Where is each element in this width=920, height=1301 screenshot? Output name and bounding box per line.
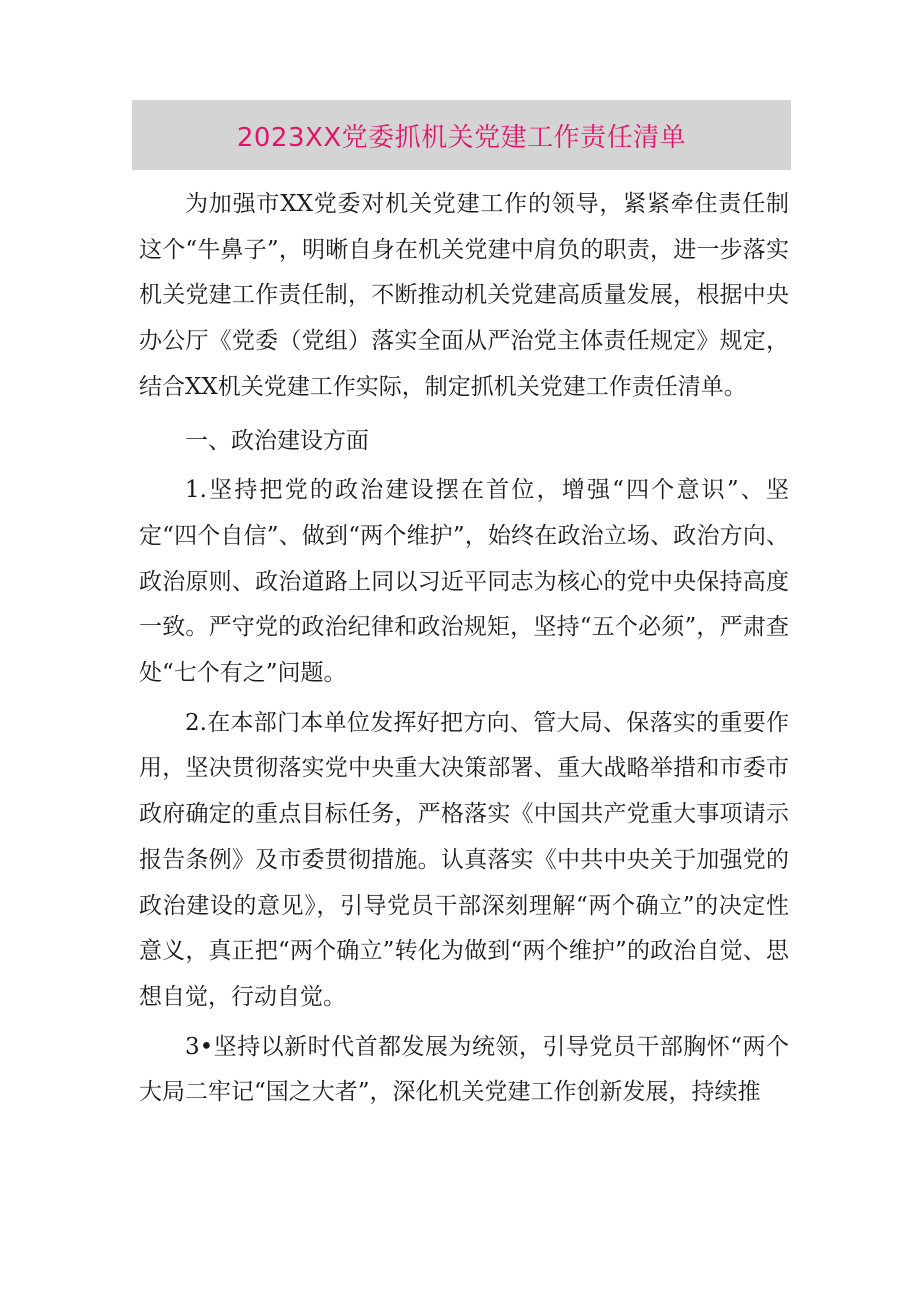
intro-paragraph: 为加强市XX党委对机关党建工作的领导，紧紧牵住责任制这个“牛鼻子”，明晰自身在机关党建中肩负的职责，进一步落实机关党建工作责任制，不断推动机关党建高质量发展，根据中央办公厅《党委（党组）落实全面从严治党主体责任规定》规定，结合XX机关党建工作实际，制定抓机关党建工作责任清单。 <box>139 191 789 400</box>
section-heading-political: 一、政治建设方面 <box>185 427 369 454</box>
document-title: 2023XX党委抓机关党建工作责任清单 <box>236 122 687 153</box>
title-banner <box>132 100 791 170</box>
document-body <box>139 182 789 1116</box>
list-item-1: 1.坚持把党的政治建设摆在首位，增强“四个意识”、坚定“四个自信”、做到“两个维护”，始终在政治立场、政治方向、政治原则、政治道路上同以习近平同志为核心的党中央保持高度一致。严守党的政治纪律和政治规矩，坚持“五个必须”，严肃查处“七个有之”问题。 <box>139 477 789 687</box>
list-item-2: 2.在本部门本单位发挥好把方向、管大局、保落实的重要作用，坚决贯彻落实党中央重大决策部署、重大战略举措和市委市政府确定的重点目标任务，严格落实《中国共产党重大事项请示报告条例》及市委贯彻措施。认真落实《中共中央关于加强党的政治建设的意见》，引导党员干部深刻理解“两个确立”的决定性意义，真正把“两个确立”转化为做到“两个维护”的政治自觉、思想自觉，行动自觉。 <box>139 709 789 1010</box>
list-item-3: 3•坚持以新时代首都发展为统领，引导党员干部胸怀“两个大局二牢记“国之大者”，深化机关党建工作创新发展，持续推 <box>139 1033 789 1106</box>
